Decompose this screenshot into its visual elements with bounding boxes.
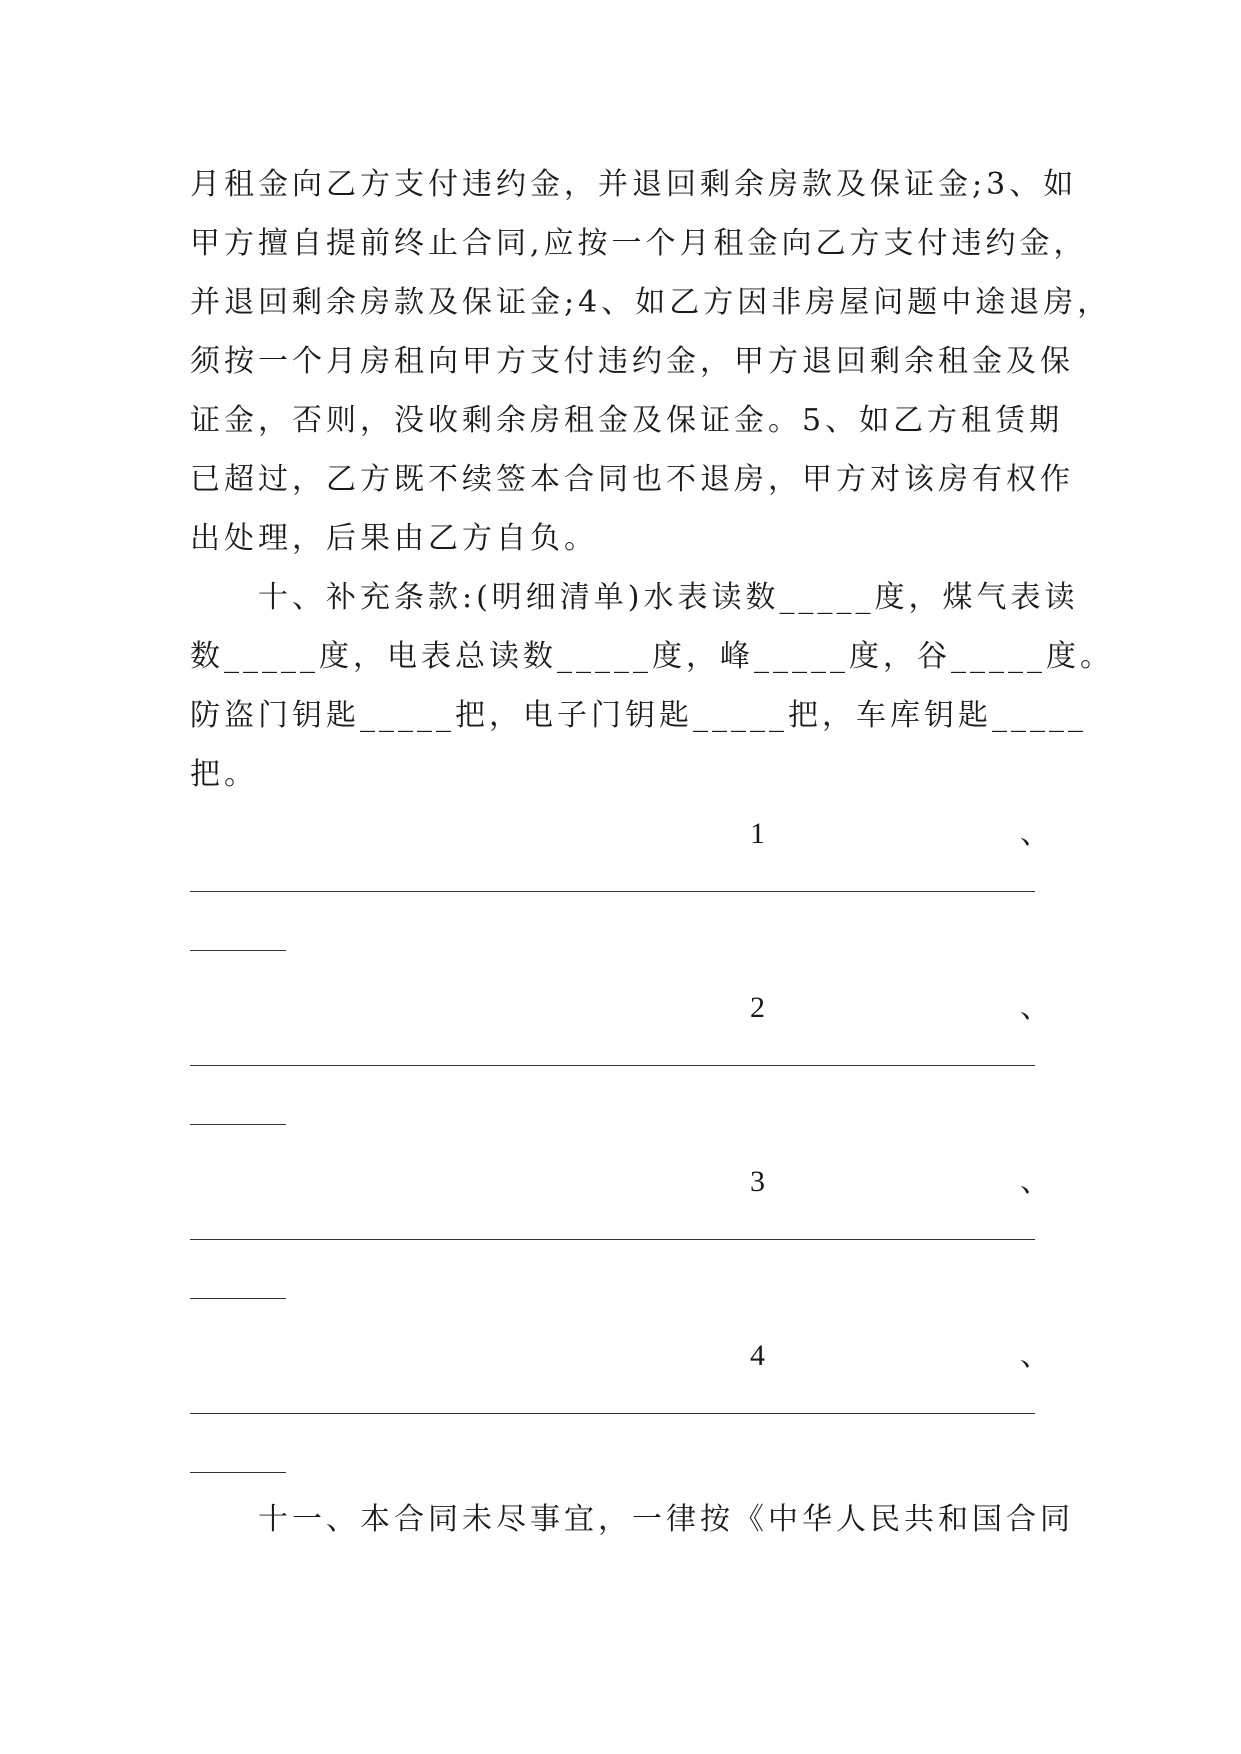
supplement-item-number: 4 xyxy=(750,1339,765,1372)
blank-fill-line-short xyxy=(190,1472,286,1473)
blank-fill-line xyxy=(190,1239,1035,1240)
supplement-item-separator: 、 xyxy=(1020,1338,1050,1373)
blank-fill-line-short xyxy=(190,950,286,951)
supplement-item-separator: 、 xyxy=(1020,816,1050,851)
blank-fill-line xyxy=(190,1413,1035,1414)
supplement-item-number: 1 xyxy=(750,817,765,850)
paragraph-line: 证金，否则，没收剩余房租金及保证金。5、如乙方租赁期 xyxy=(190,403,1064,438)
supplement-item-number: 3 xyxy=(750,1165,765,1198)
supplement-item-separator: 、 xyxy=(1020,990,1050,1025)
paragraph-line: 数_____度，电表总读数_____度，峰_____度，谷_____度。 xyxy=(190,639,1114,674)
paragraph-line: 月租金向乙方支付违约金，并退回剩余房款及保证金;3、如 xyxy=(190,167,1078,202)
paragraph-line: 防盗门钥匙_____把，电子门钥匙_____把，车库钥匙_____ xyxy=(190,698,1087,733)
paragraph-line: 甲方擅自提前终止合同,应按一个月租金向乙方支付违约金， xyxy=(190,226,1088,261)
blank-fill-line-short xyxy=(190,1124,286,1125)
blank-fill-line xyxy=(190,891,1035,892)
paragraph-line: 出处理，后果由乙方自负。 xyxy=(190,521,598,556)
clause-ten-heading-line: 十、补充条款:(明细清单)水表读数_____度，煤气表读 xyxy=(258,580,1079,615)
supplement-item-separator: 、 xyxy=(1020,1164,1050,1199)
paragraph-line: 把。 xyxy=(190,757,258,792)
blank-fill-line-short xyxy=(190,1298,286,1299)
paragraph-line: 须按一个月房租向甲方支付违约金，甲方退回剩余租金及保 xyxy=(190,344,1074,379)
paragraph-line: 并退回剩余房款及保证金;4、如乙方因非房屋问题中途退房， xyxy=(190,285,1112,320)
clause-eleven-heading-line: 十一、本合同未尽事宜，一律按《中华人民共和国合同 xyxy=(258,1502,1074,1537)
supplement-item-number: 2 xyxy=(750,991,765,1024)
blank-fill-line xyxy=(190,1065,1035,1066)
paragraph-line: 已超过，乙方既不续签本合同也不退房，甲方对该房有权作 xyxy=(190,462,1074,497)
